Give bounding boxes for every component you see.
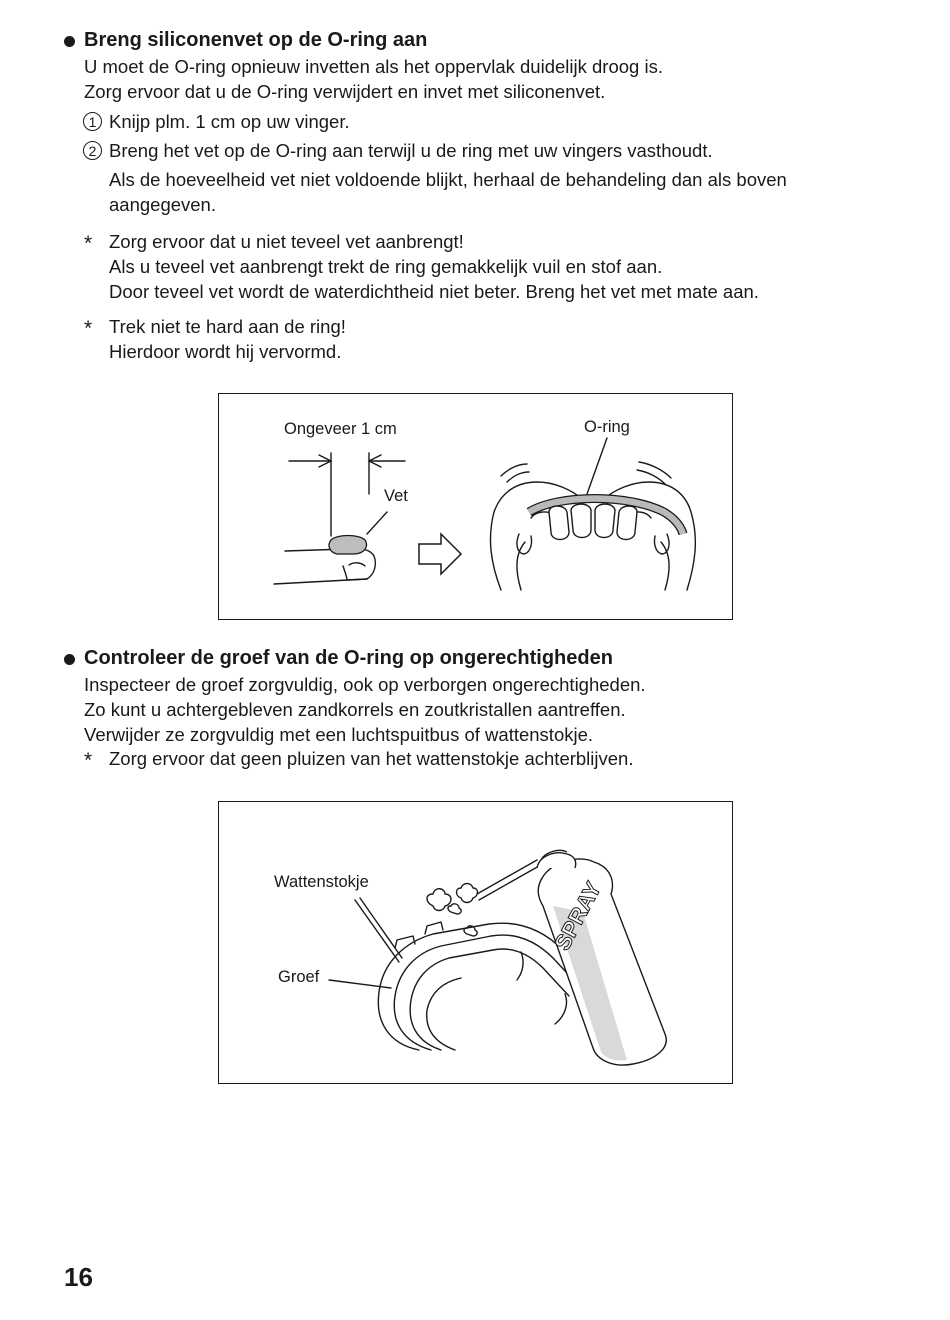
oring-label: O-ring [584, 418, 630, 436]
swab-label: Wattenstokje [274, 873, 369, 891]
section2-note-star: * [84, 749, 93, 772]
section1-bullet [64, 36, 75, 47]
section2-bullet [64, 654, 75, 665]
section1-heading: Breng siliconenvet op de O-ring aan [84, 29, 428, 51]
section1-intro-line-1: U moet de O-ring opnieuw invetten als het oppervlak duidelijk droog is. [84, 56, 663, 77]
section1-intro-line-2: Zorg ervoor dat u de O-ring verwijdert en invet met siliconenvet. [84, 81, 606, 102]
step1-text: Knijp plm. 1 cm op uw vinger. [109, 111, 350, 132]
groove-cleaning-figure [218, 801, 733, 1084]
note2-line-2: Hierdoor wordt hij vervormd. [109, 341, 342, 362]
grease-label: Vet [384, 487, 408, 505]
section2-intro-line-3: Verwijder ze zorgvuldig met een luchtspuitbus of wattenstokje. [84, 724, 594, 745]
page-number: 16 [64, 1262, 93, 1292]
housing-groove-illustration [219, 802, 734, 1085]
spray-can-text: SPRAY [549, 877, 607, 955]
note2-line-1: Trek niet te hard aan de ring! [109, 316, 346, 337]
note1-line-2: Als u teveel vet aanbrengt trekt de ring gemakkelijk vuil en stof aan. [109, 256, 663, 277]
groove-label: Groef [278, 968, 320, 986]
section2-intro-line-2: Zo kunt u achtergebleven zandkorrels en zoutkristallen aantreffen. [84, 699, 626, 720]
step2-number: 2 [83, 141, 102, 160]
note1-line-1: Zorg ervoor dat u niet teveel vet aanbrengt! [109, 231, 464, 252]
note2-star: * [84, 317, 93, 340]
hands-holding-oring-illustration [219, 394, 734, 621]
step2-text: Breng het vet op de O-ring aan terwijl u de ring met uw vingers vasthoudt. [109, 140, 713, 161]
oring-grease-figure [218, 393, 733, 620]
amount-label: Ongeveer 1 cm [284, 420, 397, 438]
section2-heading: Controleer de groef van de O-ring op ongerechtigheden [84, 647, 613, 669]
step1-number: 1 [83, 112, 102, 131]
step2-extra-line-1: Als de hoeveelheid vet niet voldoende blijkt, herhaal de behandeling dan als boven [109, 169, 787, 190]
note1-line-3: Door teveel vet wordt de waterdichtheid niet beter. Breng het vet met mate aan. [109, 281, 759, 302]
note1-star: * [84, 232, 93, 255]
step2-extra-line-2: aangegeven. [109, 194, 216, 215]
section2-intro-line-1: Inspecteer de groef zorgvuldig, ook op verborgen ongerechtigheden. [84, 674, 646, 695]
section2-note: Zorg ervoor dat geen pluizen van het wattenstokje achterblijven. [109, 748, 634, 769]
